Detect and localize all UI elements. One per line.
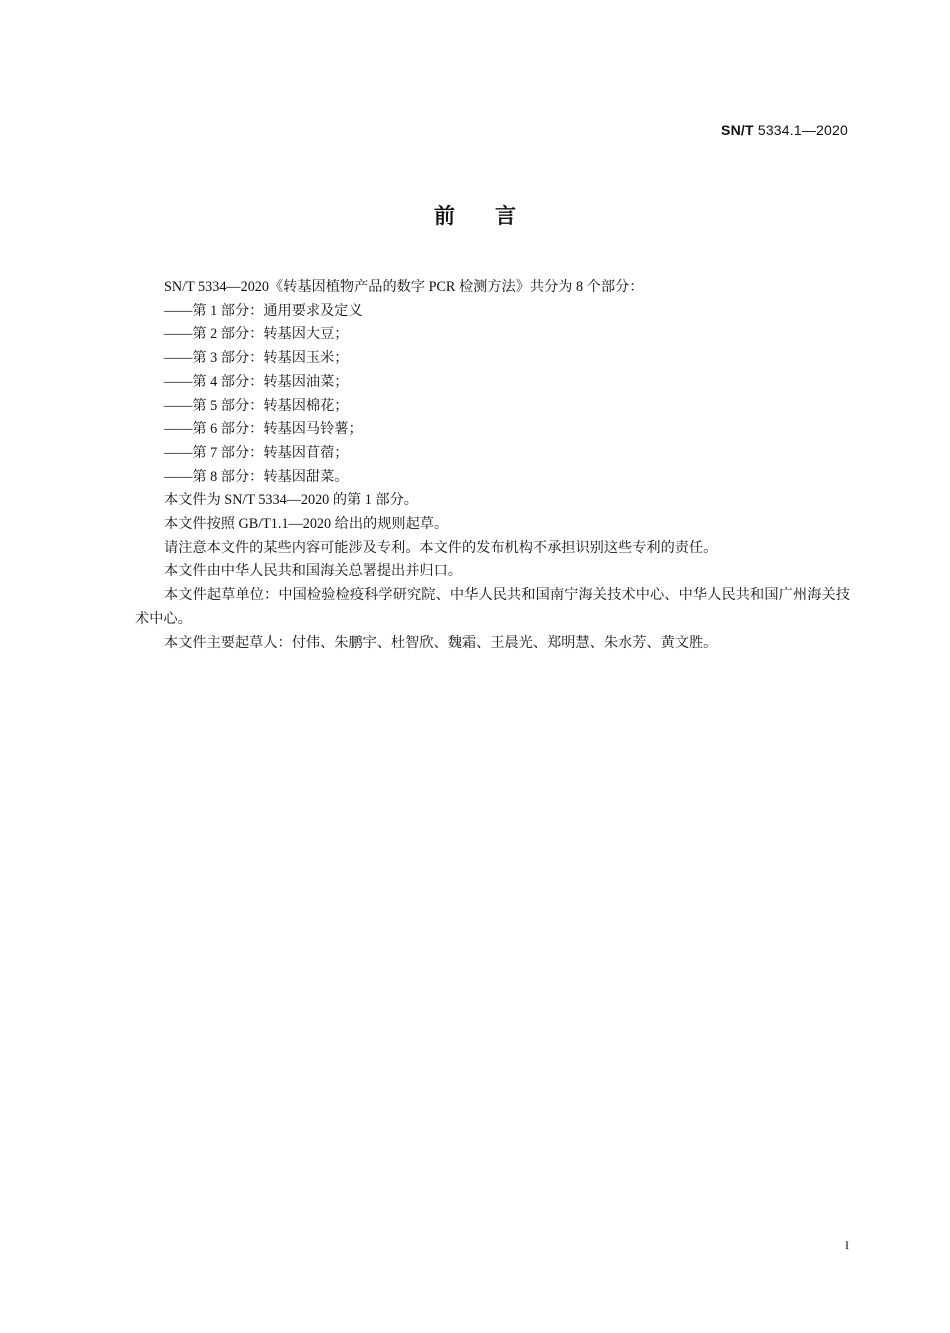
intro-paragraph: SN/T 5334—2020《转基因植物产品的数字 PCR 检测方法》共分为 8 个部分： [164, 279, 644, 295]
drafting-rules-paragraph: 本文件按照 GB/T1.1—2020 给出的规则起草。 [164, 516, 449, 533]
drafting-units-paragraph: 本文件起草单位：中国检验检疫科学研究院、中华人民共和国南宁海关技术中心、中华人民共和国广州海关技术中心。 [135, 587, 850, 627]
list-item: ——第 8 部分：转基因甜菜。 [164, 468, 349, 485]
patent-notice-paragraph: 请注意本文件的某些内容可能涉及专利。本文件的发布机构不承担识别这些专利的责任。 [164, 539, 718, 556]
list-item: ——第 3 部分：转基因玉米； [164, 350, 349, 367]
list-item: ——第 4 部分：转基因油菜； [164, 373, 349, 390]
list-item: ——第 2 部分：转基因大豆； [164, 326, 349, 343]
page-title: 前言 [434, 204, 556, 228]
parts-list [135, 300, 850, 490]
list-item: ——第 6 部分：转基因马铃薯； [164, 421, 363, 438]
standard-code: 5334.1—2020 [757, 122, 848, 138]
foreword-body [135, 276, 850, 655]
list-item: ——第 1 部分：通用要求及定义 [164, 302, 363, 319]
list-item: ——第 5 部分：转基因棉花； [164, 397, 349, 414]
part-statement-paragraph: 本文件为 SN/T 5334—2020 的第 1 部分。 [164, 492, 418, 509]
standard-prefix: SN/T [721, 122, 754, 138]
list-item: ——第 7 部分：转基因苜蓿； [164, 444, 349, 461]
standard-number-header [721, 122, 848, 138]
drafters-paragraph: 本文件主要起草人：付伟、朱鹏宇、杜智欣、魏霜、王晨光、郑明慧、朱水芳、黄文胜。 [164, 634, 718, 651]
page-number: I [845, 1238, 849, 1252]
proposer-paragraph: 本文件由中华人民共和国海关总署提出并归口。 [164, 563, 462, 580]
